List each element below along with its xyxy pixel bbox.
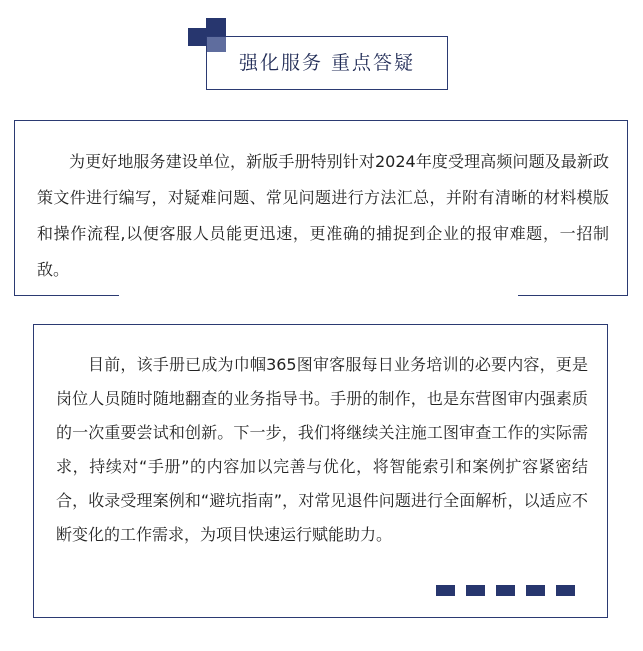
decorative-dot [496,585,515,596]
decorative-dot [556,585,575,596]
frame-bottom-line-left [14,295,119,296]
decorative-square [188,28,206,46]
decorative-dot [526,585,545,596]
section-title: 强化服务 重点答疑 [238,52,416,74]
decorative-dots [436,585,575,596]
decorative-square [206,18,226,36]
decorative-dot [436,585,455,596]
section-title-badge [188,18,450,94]
paragraph-intro: 为更好地服务建设单位，新版手册特别针对2024年度受理高频问题及最新政策文件进行编写，对疑难问题、常见问题进行方法汇总，并附有清晰的材料模版和操作流程,以便客服人员能更迅速，更准确的捕捉到企业的报审难题，一招制敌。 [37,152,609,279]
paragraph-outlook: 目前，该手册已成为巾帼365图审客服每日业务培训的必要内容，更是岗位人员随时随地翻查的业务指导书。手册的制作，也是东营图审内强素质的一次重要尝试和创新。下一步，我们将继续关注施工图审查工作的实际需求，持续对“手册”的内容加以完善与优化，将智能索引和案例扩容紧密结合，收录受理案例和“避坑指南”，对常见退件问题进行全面解析，以适应不断变化的工作需求，为项目快速运行赋能助力。 [56,355,588,544]
decorative-dot [466,585,485,596]
frame-bottom-line-right [518,295,628,296]
